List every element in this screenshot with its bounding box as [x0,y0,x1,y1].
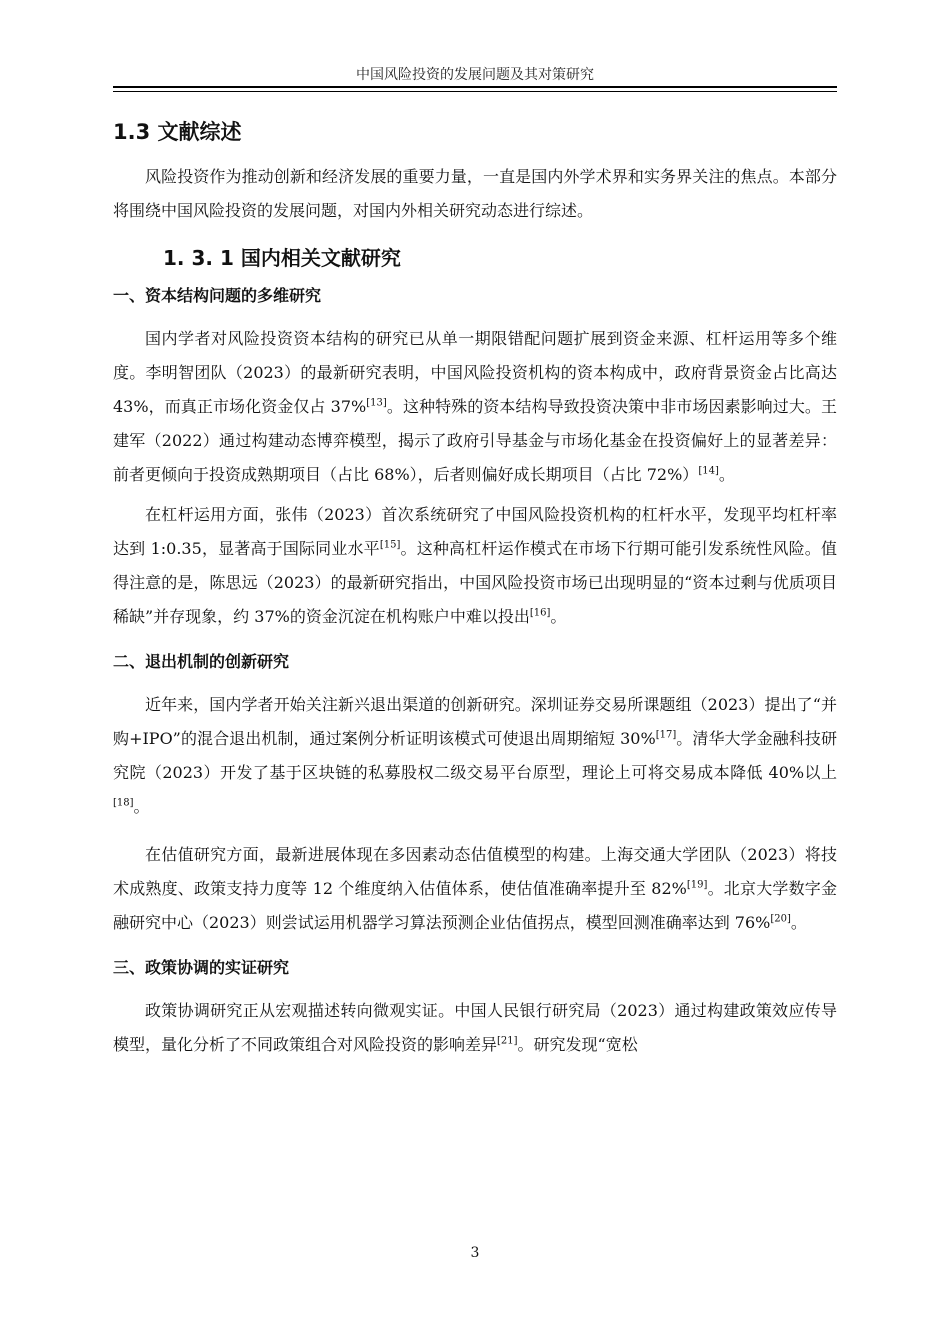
part1-paragraph-2 [113,498,837,634]
section-heading: 1.3 文献综述 [113,120,242,144]
section-intro-paragraph: 风险投资作为推动创新和经济发展的重要力量，一直是国内外学术界和实务界关注的焦点。本部分将围绕中国风险投资的发展问题，对国内外相关研究动态进行综述。 [113,167,837,220]
part2-paragraph-1 [113,688,837,824]
citation-ref: [16] [529,607,551,619]
subsection-heading: 1. 3. 1 国内相关文献研究 [163,246,401,270]
citation-ref: [20] [770,913,791,925]
paragraph-text: 。研究发现“宽松 [517,1035,638,1054]
paragraph-text: 。这种高杠杆运作模式在市场下行期可能引发系统性风险。值得注意的是，陈思远（2023）的最新研究指出，中国风险投资市场已出现明显的“资本过剩与优质项目稀缺”并存现象，约 37%的资金沉淀在机构账户中难以投出 [113,539,837,626]
citation-ref: [18] [113,797,134,809]
paragraph-text: 在估值研究方面，最新进展体现在多因素动态估值模型的构建。上海交通大学团队（2023）将技术成熟度、政策支持力度等 12 个维度纳入估值体系，使估值准确率提升至 82% [113,845,837,898]
paragraph-text: 近年来，国内学者开始关注新兴退出渠道的创新研究。深圳证券交易所课题组（2023）提出了“并购+IPO”的混合退出机制，通过案例分析证明该模式可使退出周期缩短 30% [113,695,837,748]
part1-paragraph-1 [113,322,837,492]
running-header: 中国风险投资的发展问题及其对策研究 [356,67,594,83]
paragraph-text: 。 [550,607,567,626]
part1-heading: 一、资本结构问题的多维研究 [113,286,322,305]
header-rule [113,86,837,88]
paragraph-text: 。 [133,797,150,816]
citation-ref: [15] [379,539,401,551]
citation-ref: [13] [366,397,387,409]
part2-paragraph-2 [113,838,837,940]
part2-heading: 二、退出机制的创新研究 [113,652,290,671]
citation-ref: [21] [497,1035,518,1047]
part3-heading: 三、政策协调的实证研究 [113,958,290,977]
page-number: 3 [470,1245,480,1261]
paragraph-text: 。清华大学金融科技研究院（2023）开发了基于区块链的私募股权二级交易平台原型，理论上可将交易成本降低 40%以上 [113,729,837,782]
page-body [113,114,837,1068]
paragraph-text: 。北京大学数字金融研究中心（2023）则尝试运用机器学习算法预测企业估值拐点，模型回测准确率达到 76% [113,879,837,932]
part3-paragraph-1 [113,994,837,1062]
paragraph-text: 国内学者对风险投资资本结构的研究已从单一期限错配问题扩展到资金来源、杠杆运用等多个维度。李明智团队（2023）的最新研究表明，中国风险投资机构的资本构成中，政府背景资金占比高达 43%，而真正市场化资金仅占 37% [113,329,837,416]
paragraph-text: 政策协调研究正从宏观描述转向微观实证。中国人民银行研究局（2023）通过构建政策效应传导模型，量化分析了不同政策组合对风险投资的影响差异 [113,1001,837,1054]
citation-ref: [19] [686,879,708,891]
paragraph-text: 在杠杆运用方面，张伟（2023）首次系统研究了中国风险投资机构的杠杆水平，发现平均杠杆率达到 1:0.35，显著高于国际同业水平 [113,505,837,558]
paragraph-text: 。这种特殊的资本结构导致投资决策中非市场因素影响过大。王建军（2022）通过构建动态博弈模型，揭示了政府引导基金与市场化基金在投资偏好上的显著差异：前者更倾向于投资成熟期项目（占比 68%），后者则偏好成长期项目（占比 72%） [113,397,837,484]
header-rule-thin [113,91,837,92]
paragraph-text: 。 [790,913,807,932]
citation-ref: [14] [698,465,719,477]
paragraph-text: 。 [718,465,735,484]
citation-ref: [17] [655,729,677,741]
